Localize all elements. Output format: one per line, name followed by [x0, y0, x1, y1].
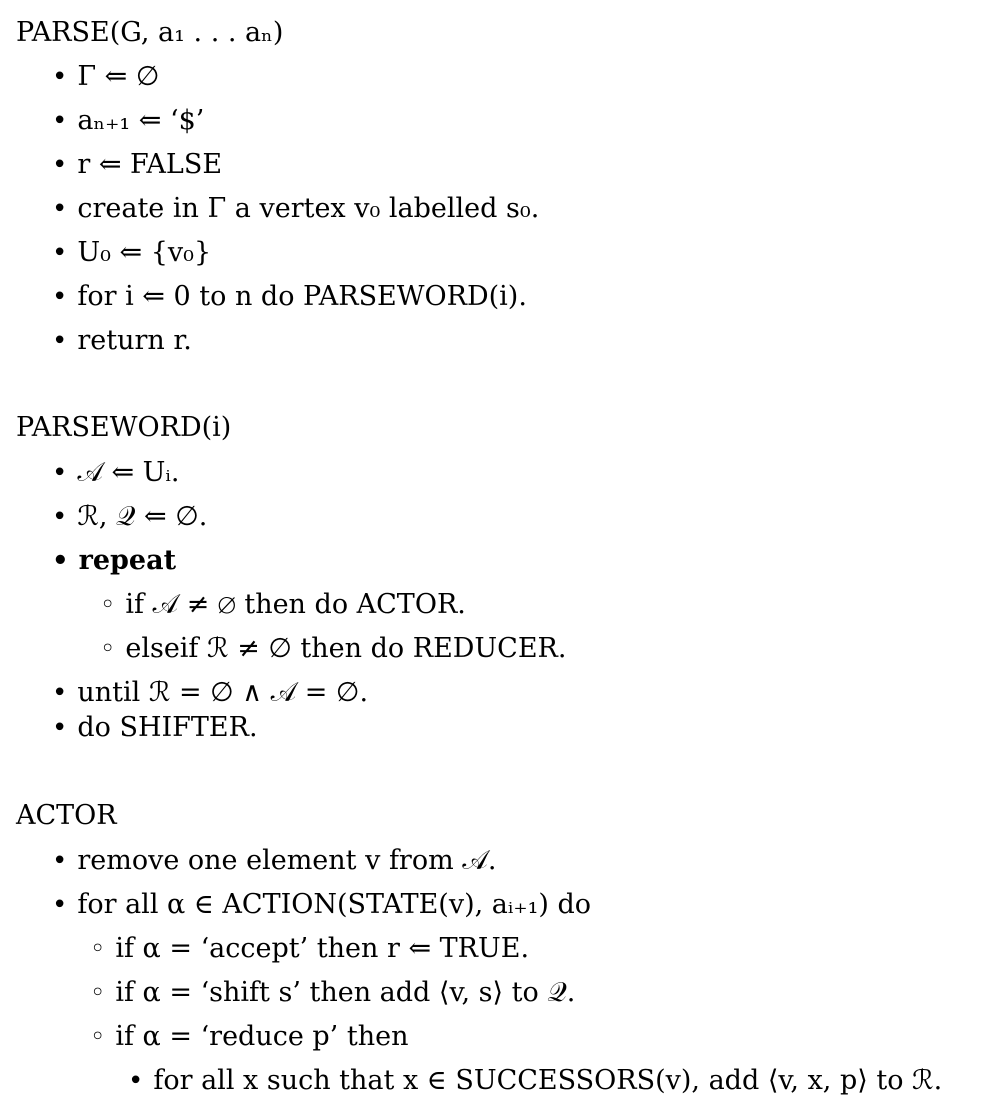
parse-line-4: • create in Γ a vertex v₀ labelled s₀. — [52, 193, 539, 225]
parse-line-1: • Γ ⇐ ∅ — [52, 61, 159, 93]
parse-header — [16, 17, 283, 49]
actor-header: ACTOR — [16, 800, 117, 831]
actor-line-2: • for all α ∈ ACTION(STATE(v), aᵢ₊₁) do — [52, 889, 591, 921]
actor-line-5: ◦ if α = ‘reduce p’ then — [90, 1021, 408, 1053]
parseword-line-1: • 𝒜 ⇐ Uᵢ. — [52, 457, 179, 489]
parse-line-7: • return r. — [52, 325, 192, 357]
parse-line-5: • U₀ ⇐ {v₀} — [52, 237, 211, 269]
actor-line-3: ◦ if α = ‘accept’ then r ⇐ TRUE. — [90, 933, 529, 965]
parseword-line-5: ◦ elseif ℛ ≠ ∅ then do REDUCER. — [100, 633, 566, 665]
parseword-line-4: ◦ if 𝒜 ≠ ∅ then do ACTOR. — [100, 589, 466, 621]
parseword-line-3: • repeat — [52, 545, 176, 577]
parse-line-6: • for i ⇐ 0 to n do PARSEWORD(i). — [52, 281, 527, 313]
parse-header-name: PARSE — [16, 17, 110, 48]
parse-header-args: (G, a₁ . . . aₙ) — [109, 17, 284, 48]
parse-line-3: • r ⇐ FALSE — [52, 149, 222, 181]
actor-line-4: ◦ if α = ‘shift s’ then add ⟨v, s⟩ to 𝒬. — [90, 977, 575, 1009]
parseword-header: PARSEWORD(i) — [16, 412, 232, 443]
parseword-line-6: • until ℛ = ∅ ∧ 𝒜 = ∅. — [52, 677, 368, 709]
parse-line-2: • aₙ₊₁ ⇐ ‘$’ — [52, 105, 204, 137]
actor-line-6: • for all x such that x ∈ SUCCESSORS(v), add ⟨v, x, p⟩ to ℛ. — [128, 1065, 942, 1097]
actor-line-1: • remove one element v from 𝒜. — [52, 845, 496, 877]
parseword-line-7: • do SHIFTER. — [52, 712, 258, 744]
parseword-line-2: • ℛ, 𝒬 ⇐ ∅. — [52, 501, 207, 533]
